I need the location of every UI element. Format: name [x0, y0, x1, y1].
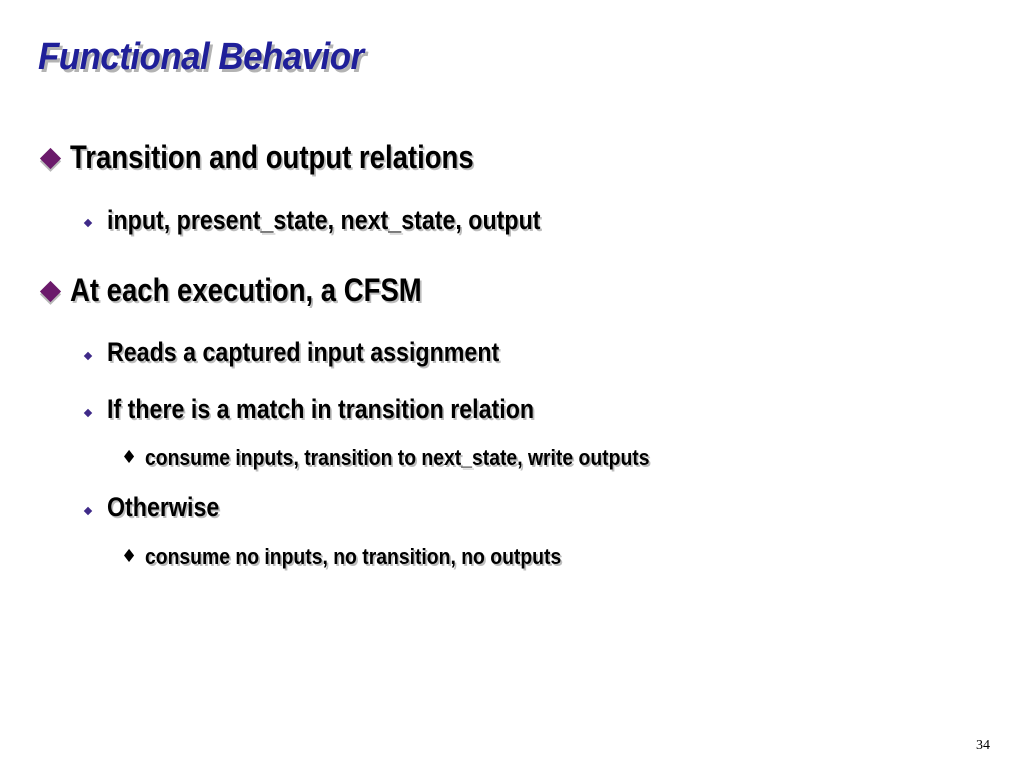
small-diamond-icon [84, 507, 92, 515]
small-diamond-icon [84, 219, 92, 227]
bullet-level1-text: Transition and output relations [70, 139, 474, 175]
small-diamond-icon [84, 409, 92, 417]
diamond-icon [40, 148, 61, 169]
small-diamond-icon [84, 352, 92, 360]
slide-title: Functional Behavior [38, 36, 364, 78]
bullet-level1-text: At each execution, a CFSM [70, 272, 422, 308]
diamond-icon [40, 281, 61, 302]
page-number: 34 [976, 738, 990, 753]
bullet-level3-text: consume inputs, transition to next_state, write outputs [145, 445, 650, 470]
bullet-level2-text: If there is a match in transition relation [107, 394, 535, 424]
bullet-level2-text: input, present_state, next_state, output [107, 205, 541, 235]
bullet-level3-text: consume no inputs, no transition, no outputs [145, 544, 562, 569]
bullet-level2-text: Reads a captured input assignment [107, 337, 500, 367]
diamond-suit-icon: ♦ [121, 447, 138, 468]
diamond-suit-icon: ♦ [121, 546, 138, 567]
bullet-level2-text: Otherwise [107, 492, 220, 522]
